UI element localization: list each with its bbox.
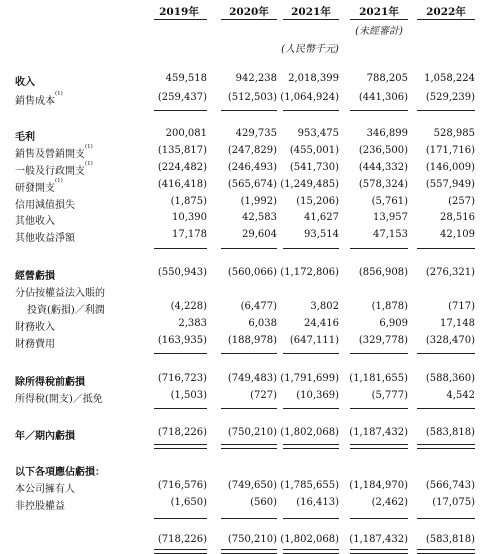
value-cell: 346,899 bbox=[366, 128, 408, 139]
value-cell: (583,818) bbox=[425, 427, 475, 438]
year-header-2021-interim: 2021年 bbox=[359, 6, 399, 18]
subtotal-rule bbox=[154, 110, 207, 111]
header-underline bbox=[350, 19, 408, 20]
row-label bbox=[15, 463, 105, 478]
row-label bbox=[15, 212, 55, 227]
value-cell: (329,778) bbox=[358, 335, 408, 346]
value-cell: (5,761) bbox=[371, 196, 408, 207]
subtotal-rule bbox=[417, 408, 475, 409]
value-cell: (718,226) bbox=[157, 427, 207, 438]
subtotal-rule bbox=[350, 353, 408, 354]
subtotal-rule bbox=[283, 518, 339, 519]
row-label-text: 分佔按權益法入賬的 bbox=[15, 288, 105, 299]
value-cell: (583,818) bbox=[425, 534, 475, 545]
value-cell: (1,802,068) bbox=[280, 534, 339, 545]
value-cell: (557,949) bbox=[425, 179, 475, 190]
row-label bbox=[15, 128, 35, 143]
value-cell: (1,992) bbox=[240, 196, 277, 207]
value-cell: (16,413) bbox=[296, 497, 339, 508]
value-cell: 24,416 bbox=[304, 318, 339, 329]
value-cell: (163,935) bbox=[157, 335, 207, 346]
value-cell: 3,802 bbox=[310, 301, 339, 312]
value-cell: (444,332) bbox=[358, 162, 408, 173]
value-cell: (578,324) bbox=[358, 179, 408, 190]
value-cell: (647,111) bbox=[289, 335, 339, 346]
value-cell: (4,228) bbox=[170, 301, 207, 312]
subtotal-rule bbox=[221, 353, 277, 354]
value-cell: (6,477) bbox=[240, 301, 277, 312]
value-cell: (529,239) bbox=[425, 92, 475, 103]
value-cell: (560) bbox=[250, 497, 277, 508]
header-underline bbox=[221, 19, 277, 20]
row-label bbox=[15, 284, 105, 299]
value-cell: (717) bbox=[448, 301, 475, 312]
value-cell: 788,205 bbox=[366, 73, 408, 84]
value-cell: 42,583 bbox=[242, 212, 277, 223]
value-cell: 4,542 bbox=[446, 390, 475, 401]
value-cell: (2,462) bbox=[371, 497, 408, 508]
value-cell: (135,817) bbox=[157, 145, 207, 156]
value-cell: (1,184,970) bbox=[349, 480, 408, 491]
value-cell: (1,503) bbox=[170, 390, 207, 401]
value-cell: (565,674) bbox=[227, 179, 277, 190]
header-underline bbox=[283, 19, 339, 20]
value-cell: (1,802,068) bbox=[280, 427, 339, 438]
value-cell: (749,650) bbox=[227, 480, 277, 491]
row-label bbox=[15, 145, 93, 160]
value-cell: (236,500) bbox=[358, 145, 408, 156]
value-cell: (560,066) bbox=[227, 267, 277, 278]
value-cell: (1,878) bbox=[371, 301, 408, 312]
value-cell: (455,001) bbox=[289, 145, 339, 156]
value-cell: (550,943) bbox=[157, 267, 207, 278]
footnote-marker: (1) bbox=[85, 144, 93, 150]
subtotal-rule bbox=[417, 518, 475, 519]
row-label bbox=[15, 390, 103, 405]
footnote-marker: (1) bbox=[85, 161, 93, 167]
subtotal-rule bbox=[154, 248, 207, 249]
year-header-2019: 2019年 bbox=[159, 6, 199, 18]
row-label bbox=[15, 427, 75, 442]
header-underline bbox=[154, 19, 207, 20]
value-cell: (259,437) bbox=[157, 92, 207, 103]
value-cell: (750,210) bbox=[227, 427, 277, 438]
value-cell: 6,038 bbox=[248, 318, 277, 329]
row-label-text: 投資(虧損)／利潤 bbox=[27, 305, 105, 316]
value-cell: (1,791,699) bbox=[280, 373, 339, 384]
subtotal-rule bbox=[283, 248, 339, 249]
row-label bbox=[27, 301, 105, 316]
value-cell: (276,321) bbox=[425, 267, 475, 278]
value-cell: (1,064,924) bbox=[280, 92, 339, 103]
value-cell: (750,210) bbox=[227, 534, 277, 545]
subtotal-rule bbox=[350, 110, 408, 111]
value-cell: 29,604 bbox=[242, 229, 277, 240]
value-cell: 47,153 bbox=[373, 229, 408, 240]
value-cell: (247,829) bbox=[227, 145, 277, 156]
row-label-text: 其他收入 bbox=[15, 216, 55, 227]
value-cell: (512,503) bbox=[227, 92, 277, 103]
row-label bbox=[15, 162, 93, 177]
header-underline bbox=[417, 19, 475, 20]
subtotal-rule bbox=[154, 408, 207, 409]
subtotal-rule bbox=[154, 353, 207, 354]
value-cell: (566,743) bbox=[425, 480, 475, 491]
row-label-text: 一般及行政開支 bbox=[15, 166, 85, 177]
row-label bbox=[15, 497, 65, 512]
unaudited-note: (未經審計) bbox=[355, 26, 403, 37]
row-label-text: 除所得稅前虧損 bbox=[15, 377, 85, 388]
year-header-2022: 2022年 bbox=[426, 6, 466, 18]
value-cell: (257) bbox=[448, 196, 475, 207]
value-cell: (1,650) bbox=[170, 497, 207, 508]
total-double-rule bbox=[221, 444, 277, 449]
value-cell: (1,249,485) bbox=[280, 179, 339, 190]
value-cell: (146,009) bbox=[425, 162, 475, 173]
value-cell: 1,058,224 bbox=[424, 73, 475, 84]
value-cell: (588,360) bbox=[425, 373, 475, 384]
value-cell: 6,909 bbox=[379, 318, 408, 329]
footnote-marker: (1) bbox=[55, 91, 63, 97]
row-label-text: 經營虧損 bbox=[15, 271, 55, 282]
value-cell: (441,306) bbox=[358, 92, 408, 103]
row-label-text: 本公司擁有人 bbox=[15, 484, 75, 495]
row-label-text: 財務費用 bbox=[15, 339, 55, 350]
row-label bbox=[15, 73, 35, 88]
row-label-text: 研發開支 bbox=[15, 183, 55, 194]
subtotal-rule bbox=[417, 353, 475, 354]
row-label-text: 非控股權益 bbox=[15, 501, 65, 512]
row-label bbox=[15, 318, 55, 333]
value-cell: (1,187,432) bbox=[349, 534, 408, 545]
row-label-text: 銷售成本 bbox=[15, 96, 55, 107]
total-double-rule bbox=[350, 444, 408, 449]
row-label bbox=[15, 196, 75, 211]
value-cell: (727) bbox=[250, 390, 277, 401]
value-cell: 28,516 bbox=[440, 212, 475, 223]
subtotal-rule bbox=[154, 518, 207, 519]
value-cell: 2,383 bbox=[178, 318, 207, 329]
value-cell: 429,735 bbox=[235, 128, 277, 139]
value-cell: (416,418) bbox=[157, 179, 207, 190]
value-cell: (5,777) bbox=[371, 390, 408, 401]
value-cell: 459,518 bbox=[165, 73, 207, 84]
value-cell: (1,875) bbox=[170, 196, 207, 207]
value-cell: (17,075) bbox=[432, 497, 475, 508]
value-cell: (1,181,655) bbox=[349, 373, 408, 384]
row-label-text: 所得稅(開支)／抵免 bbox=[15, 394, 103, 405]
subtotal-rule bbox=[283, 408, 339, 409]
row-label-text: 財務收入 bbox=[15, 322, 55, 333]
row-label bbox=[15, 373, 85, 388]
value-cell: 17,148 bbox=[440, 318, 475, 329]
subtotal-rule bbox=[283, 110, 339, 111]
total-double-rule bbox=[154, 444, 207, 449]
row-label bbox=[15, 179, 63, 194]
row-label-text: 以下各項應佔虧損： bbox=[15, 467, 105, 478]
row-label-text: 銷售及營銷開支 bbox=[15, 149, 85, 160]
row-label-text: 其他收益淨額 bbox=[15, 233, 75, 244]
value-cell: 200,081 bbox=[165, 128, 207, 139]
value-cell: (856,908) bbox=[358, 267, 408, 278]
subtotal-rule bbox=[221, 110, 277, 111]
value-cell: (10,369) bbox=[296, 390, 339, 401]
value-cell: 93,514 bbox=[304, 229, 339, 240]
value-cell: (171,716) bbox=[425, 145, 475, 156]
value-cell: 13,957 bbox=[373, 212, 408, 223]
row-label bbox=[15, 480, 75, 495]
value-cell: (1,172,806) bbox=[280, 267, 339, 278]
row-label-text: 信用減值損失 bbox=[15, 200, 75, 211]
value-cell: (716,723) bbox=[157, 373, 207, 384]
value-cell: (188,978) bbox=[227, 335, 277, 346]
row-label-text: 毛利 bbox=[15, 132, 35, 143]
value-cell: 10,390 bbox=[172, 212, 207, 223]
value-cell: 17,178 bbox=[172, 229, 207, 240]
value-cell: (246,493) bbox=[227, 162, 277, 173]
row-label bbox=[15, 229, 75, 244]
row-label bbox=[15, 92, 63, 107]
row-label bbox=[15, 267, 55, 282]
unit-note: (人民幣千元) bbox=[281, 44, 339, 55]
value-cell: (749,483) bbox=[227, 373, 277, 384]
footnote-marker: (1) bbox=[55, 178, 63, 184]
subtotal-rule bbox=[417, 248, 475, 249]
row-label-text: 年／期內虧損 bbox=[15, 431, 75, 442]
value-cell: 2,018,399 bbox=[288, 73, 339, 84]
value-cell: (541,730) bbox=[289, 162, 339, 173]
total-double-rule bbox=[417, 444, 475, 449]
value-cell: 528,985 bbox=[433, 128, 475, 139]
value-cell: (1,785,655) bbox=[280, 480, 339, 491]
year-header-2020: 2020年 bbox=[229, 6, 269, 18]
subtotal-rule bbox=[350, 248, 408, 249]
subtotal-rule bbox=[350, 408, 408, 409]
value-cell: 953,475 bbox=[297, 128, 339, 139]
subtotal-rule bbox=[350, 518, 408, 519]
value-cell: 942,238 bbox=[235, 73, 277, 84]
value-cell: 41,627 bbox=[304, 212, 339, 223]
subtotal-rule bbox=[417, 110, 475, 111]
value-cell: (15,206) bbox=[296, 196, 339, 207]
total-double-rule bbox=[283, 444, 339, 449]
year-header-2021: 2021年 bbox=[291, 6, 331, 18]
value-cell: (718,226) bbox=[157, 534, 207, 545]
subtotal-rule bbox=[283, 353, 339, 354]
subtotal-rule bbox=[221, 248, 277, 249]
value-cell: (716,576) bbox=[157, 480, 207, 491]
value-cell: 42,109 bbox=[440, 229, 475, 240]
value-cell: (224,482) bbox=[157, 162, 207, 173]
subtotal-rule bbox=[221, 408, 277, 409]
subtotal-rule bbox=[221, 518, 277, 519]
value-cell: (1,187,432) bbox=[349, 427, 408, 438]
row-label bbox=[15, 335, 55, 350]
row-label-text: 收入 bbox=[15, 77, 35, 88]
value-cell: (328,470) bbox=[425, 335, 475, 346]
